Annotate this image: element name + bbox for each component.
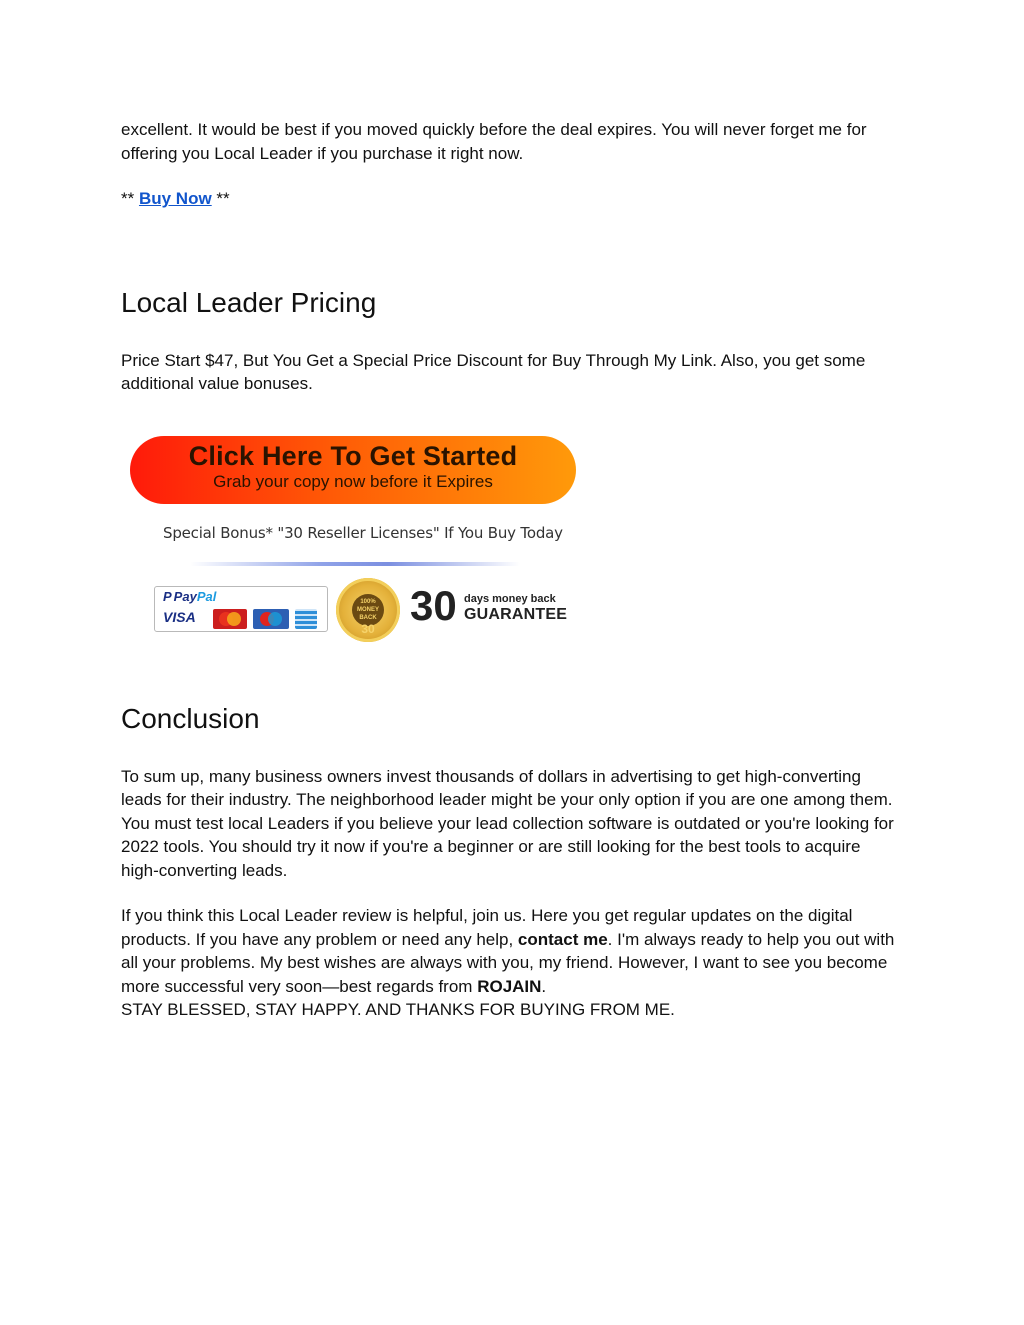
conclusion-paragraph-2: If you think this Local Leader review is helpful, join us. Here you get regular updates on the digital products. If you have any problem or need any help, contact me. I'm always ready to help you out with all your problems. My best wishes are always with you, my friend. However, I want to see you become more successful very soon—best regards from ROJAIN. <box>121 906 895 996</box>
divider-line <box>190 562 520 566</box>
author-name: ROJAIN <box>477 976 542 996</box>
cta-subtitle: Grab your copy now before it Expires <box>213 471 493 491</box>
amex-icon <box>295 609 317 629</box>
bonus-text: Special Bonus* "30 Reseller Licenses" If You Buy Today <box>163 523 563 542</box>
buy-prefix: ** <box>121 189 139 208</box>
contact-me-text: contact me <box>517 929 608 949</box>
seal-top-text: 100% MONEY BACK <box>356 598 379 621</box>
guarantee-big: GUARANTEE <box>464 605 568 623</box>
money-back-seal-icon <box>336 578 400 642</box>
seal-number: 30 <box>361 621 375 636</box>
conclusion-heading: Conclusion <box>121 702 260 734</box>
get-started-button[interactable] <box>130 436 576 504</box>
guarantee-text <box>464 592 567 622</box>
payment-methods-box <box>154 586 328 632</box>
conclusion-paragraph-1: To sum up, many business owners invest thousands of dollars in advertising to get high-converting leads for their industry. The neighborhood leader might be your only option if you are one among them. You must test local Leaders if you believe your lead collection software is outdated or you're looking for 2022 tools. You should try it now if you're a beginner or are still looking for the best tools to acquire high-converting leads. <box>121 766 894 880</box>
intro-paragraph: excellent. It would be best if you moved quickly before the deal expires. You will never forget me for offering you Local Leader if you purchase it right now. <box>121 120 867 163</box>
visa-icon: VISA <box>163 608 196 625</box>
guarantee-number: 30 <box>410 581 457 629</box>
paypal-logo: P PayPal <box>163 588 217 604</box>
buy-now-line <box>121 187 901 211</box>
buy-now-link[interactable]: Buy Now <box>138 189 212 208</box>
cta-title: Click Here To Get Started <box>188 440 518 471</box>
maestro-icon <box>253 609 289 629</box>
paypal-icon: P <box>163 588 172 604</box>
mastercard-icon <box>213 609 247 629</box>
pricing-heading: Local Leader Pricing <box>121 286 377 318</box>
buy-suffix: ** <box>211 189 230 208</box>
guarantee-small: days money back <box>464 592 556 605</box>
promo-banner[interactable] <box>130 436 590 651</box>
document-page <box>121 118 901 1022</box>
closing-line: STAY BLESSED, STAY HAPPY. AND THANKS FOR BUYING FROM ME. <box>121 1000 675 1019</box>
pricing-paragraph: Price Start $47, But You Get a Special Price Discount for Buy Through My Link. Also, you get some additional value bonuses. <box>121 350 866 393</box>
